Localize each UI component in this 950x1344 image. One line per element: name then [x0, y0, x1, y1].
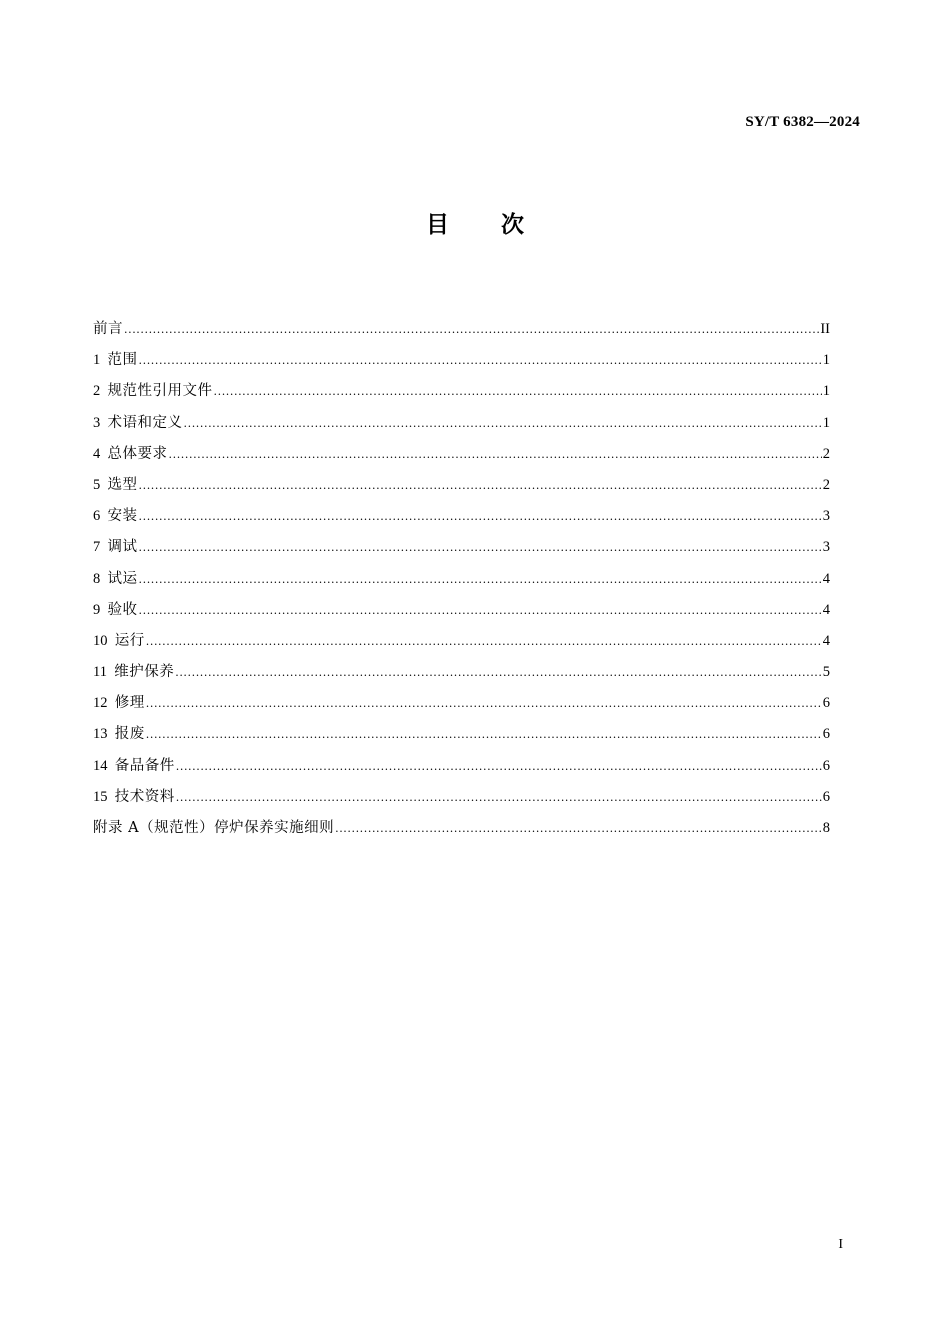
toc-leader-dots — [176, 756, 822, 778]
toc-entry-number: 7 — [93, 539, 108, 556]
toc-entry-number: 14 — [93, 757, 115, 774]
toc-entry-page: 3 — [822, 508, 830, 525]
toc-entry-label: 选型 — [107, 476, 138, 493]
toc-entry-page: 6 — [822, 757, 830, 774]
toc-entry-label: 调试 — [107, 539, 138, 556]
toc-entry-label: 安装 — [107, 508, 138, 525]
toc-entry-11[interactable] — [93, 661, 830, 692]
toc-entry-5[interactable] — [93, 474, 830, 505]
toc-entry-number: 1 — [93, 352, 108, 369]
toc-entry-page: II — [820, 321, 830, 337]
page-number: I — [838, 1237, 843, 1252]
toc-leader-dots — [169, 444, 822, 466]
toc-entry-page: 8 — [822, 820, 830, 836]
toc-title-char-2: 次 — [501, 212, 524, 238]
toc-entry-label: 技术资料 — [114, 788, 175, 805]
toc-entry-3[interactable] — [93, 412, 830, 443]
toc-entry-label: 总体要求 — [107, 445, 168, 462]
toc-entry-number: 9 — [93, 601, 108, 618]
toc-leader-dots — [139, 600, 822, 622]
toc-entry-15[interactable] — [93, 786, 830, 817]
toc-entry-page: 1 — [822, 383, 830, 400]
toc-title — [0, 206, 950, 239]
toc-entry-12[interactable] — [93, 692, 830, 723]
toc-entry-label: 运行 — [114, 632, 145, 649]
toc-entry-10[interactable] — [93, 630, 830, 661]
toc-leader-dots — [139, 537, 822, 559]
toc-entry-label: 试运 — [107, 570, 138, 587]
toc-entry-label: 附录 A（规范性）停炉保养实施细则 — [93, 820, 335, 836]
toc-title-char-1: 目 — [426, 212, 449, 238]
toc-entry-number: 2 — [93, 383, 108, 400]
toc-leader-dots — [175, 662, 822, 684]
toc-entry-page: 1 — [822, 352, 830, 369]
toc-entry-appendix-a[interactable] — [93, 817, 830, 848]
toc-entry-label: 维护保养 — [114, 664, 175, 681]
toc-entry-page: 6 — [822, 726, 830, 743]
toc-leader-dots — [139, 350, 822, 372]
toc-entry-number: 8 — [93, 570, 108, 587]
toc-entry-page: 5 — [822, 664, 830, 681]
toc-leader-dots — [184, 413, 822, 435]
toc-entry-label: 术语和定义 — [107, 414, 183, 431]
standard-code: SY/T 6382—2024 — [745, 114, 860, 130]
toc-entry-1[interactable] — [93, 349, 830, 380]
toc-entry-number: 15 — [93, 788, 115, 805]
toc-entry-page: 3 — [822, 539, 830, 556]
toc-entry-number: 13 — [93, 726, 115, 743]
toc-leader-dots — [146, 693, 822, 715]
toc-leader-dots — [124, 319, 819, 341]
toc-entry-page: 4 — [822, 570, 830, 587]
toc-entry-number: 10 — [93, 632, 115, 649]
toc-entry-label: 前言 — [93, 321, 123, 337]
toc-entry-page: 4 — [822, 632, 830, 649]
toc-list — [93, 318, 830, 848]
toc-entry-label: 报废 — [114, 726, 145, 743]
toc-entry-number: 11 — [93, 664, 115, 681]
toc-entry-page: 6 — [822, 695, 830, 712]
toc-entry-4[interactable] — [93, 443, 830, 474]
toc-entry-foreword[interactable] — [93, 318, 830, 349]
toc-entry-number: 3 — [93, 414, 108, 431]
toc-entry-page: 2 — [822, 476, 830, 493]
toc-leader-dots — [139, 569, 822, 591]
toc-leader-dots — [146, 631, 822, 653]
toc-entry-label: 验收 — [107, 601, 138, 618]
toc-entry-label: 范围 — [107, 352, 138, 369]
toc-entry-page: 4 — [822, 601, 830, 618]
toc-entry-2[interactable] — [93, 380, 830, 411]
toc-leader-dots — [335, 818, 822, 840]
toc-entry-14[interactable] — [93, 755, 830, 786]
toc-entry-7[interactable] — [93, 536, 830, 567]
toc-leader-dots — [176, 787, 822, 809]
toc-entry-label: 规范性引用文件 — [107, 383, 213, 400]
toc-entry-page: 2 — [822, 445, 830, 462]
toc-entry-number: 5 — [93, 476, 108, 493]
toc-entry-label: 备品备件 — [114, 757, 175, 774]
toc-entry-6[interactable] — [93, 505, 830, 536]
toc-entry-number: 4 — [93, 445, 108, 462]
toc-entry-9[interactable] — [93, 599, 830, 630]
toc-leader-dots — [139, 506, 822, 528]
toc-entry-page: 1 — [822, 414, 830, 431]
toc-leader-dots — [214, 381, 822, 403]
toc-entry-label: 修理 — [114, 695, 145, 712]
toc-entry-page: 6 — [822, 788, 830, 805]
toc-leader-dots — [139, 475, 822, 497]
toc-entry-number: 6 — [93, 508, 108, 525]
toc-entry-number: 12 — [93, 695, 115, 712]
toc-leader-dots — [146, 724, 822, 746]
toc-entry-13[interactable] — [93, 723, 830, 754]
toc-entry-8[interactable] — [93, 568, 830, 599]
